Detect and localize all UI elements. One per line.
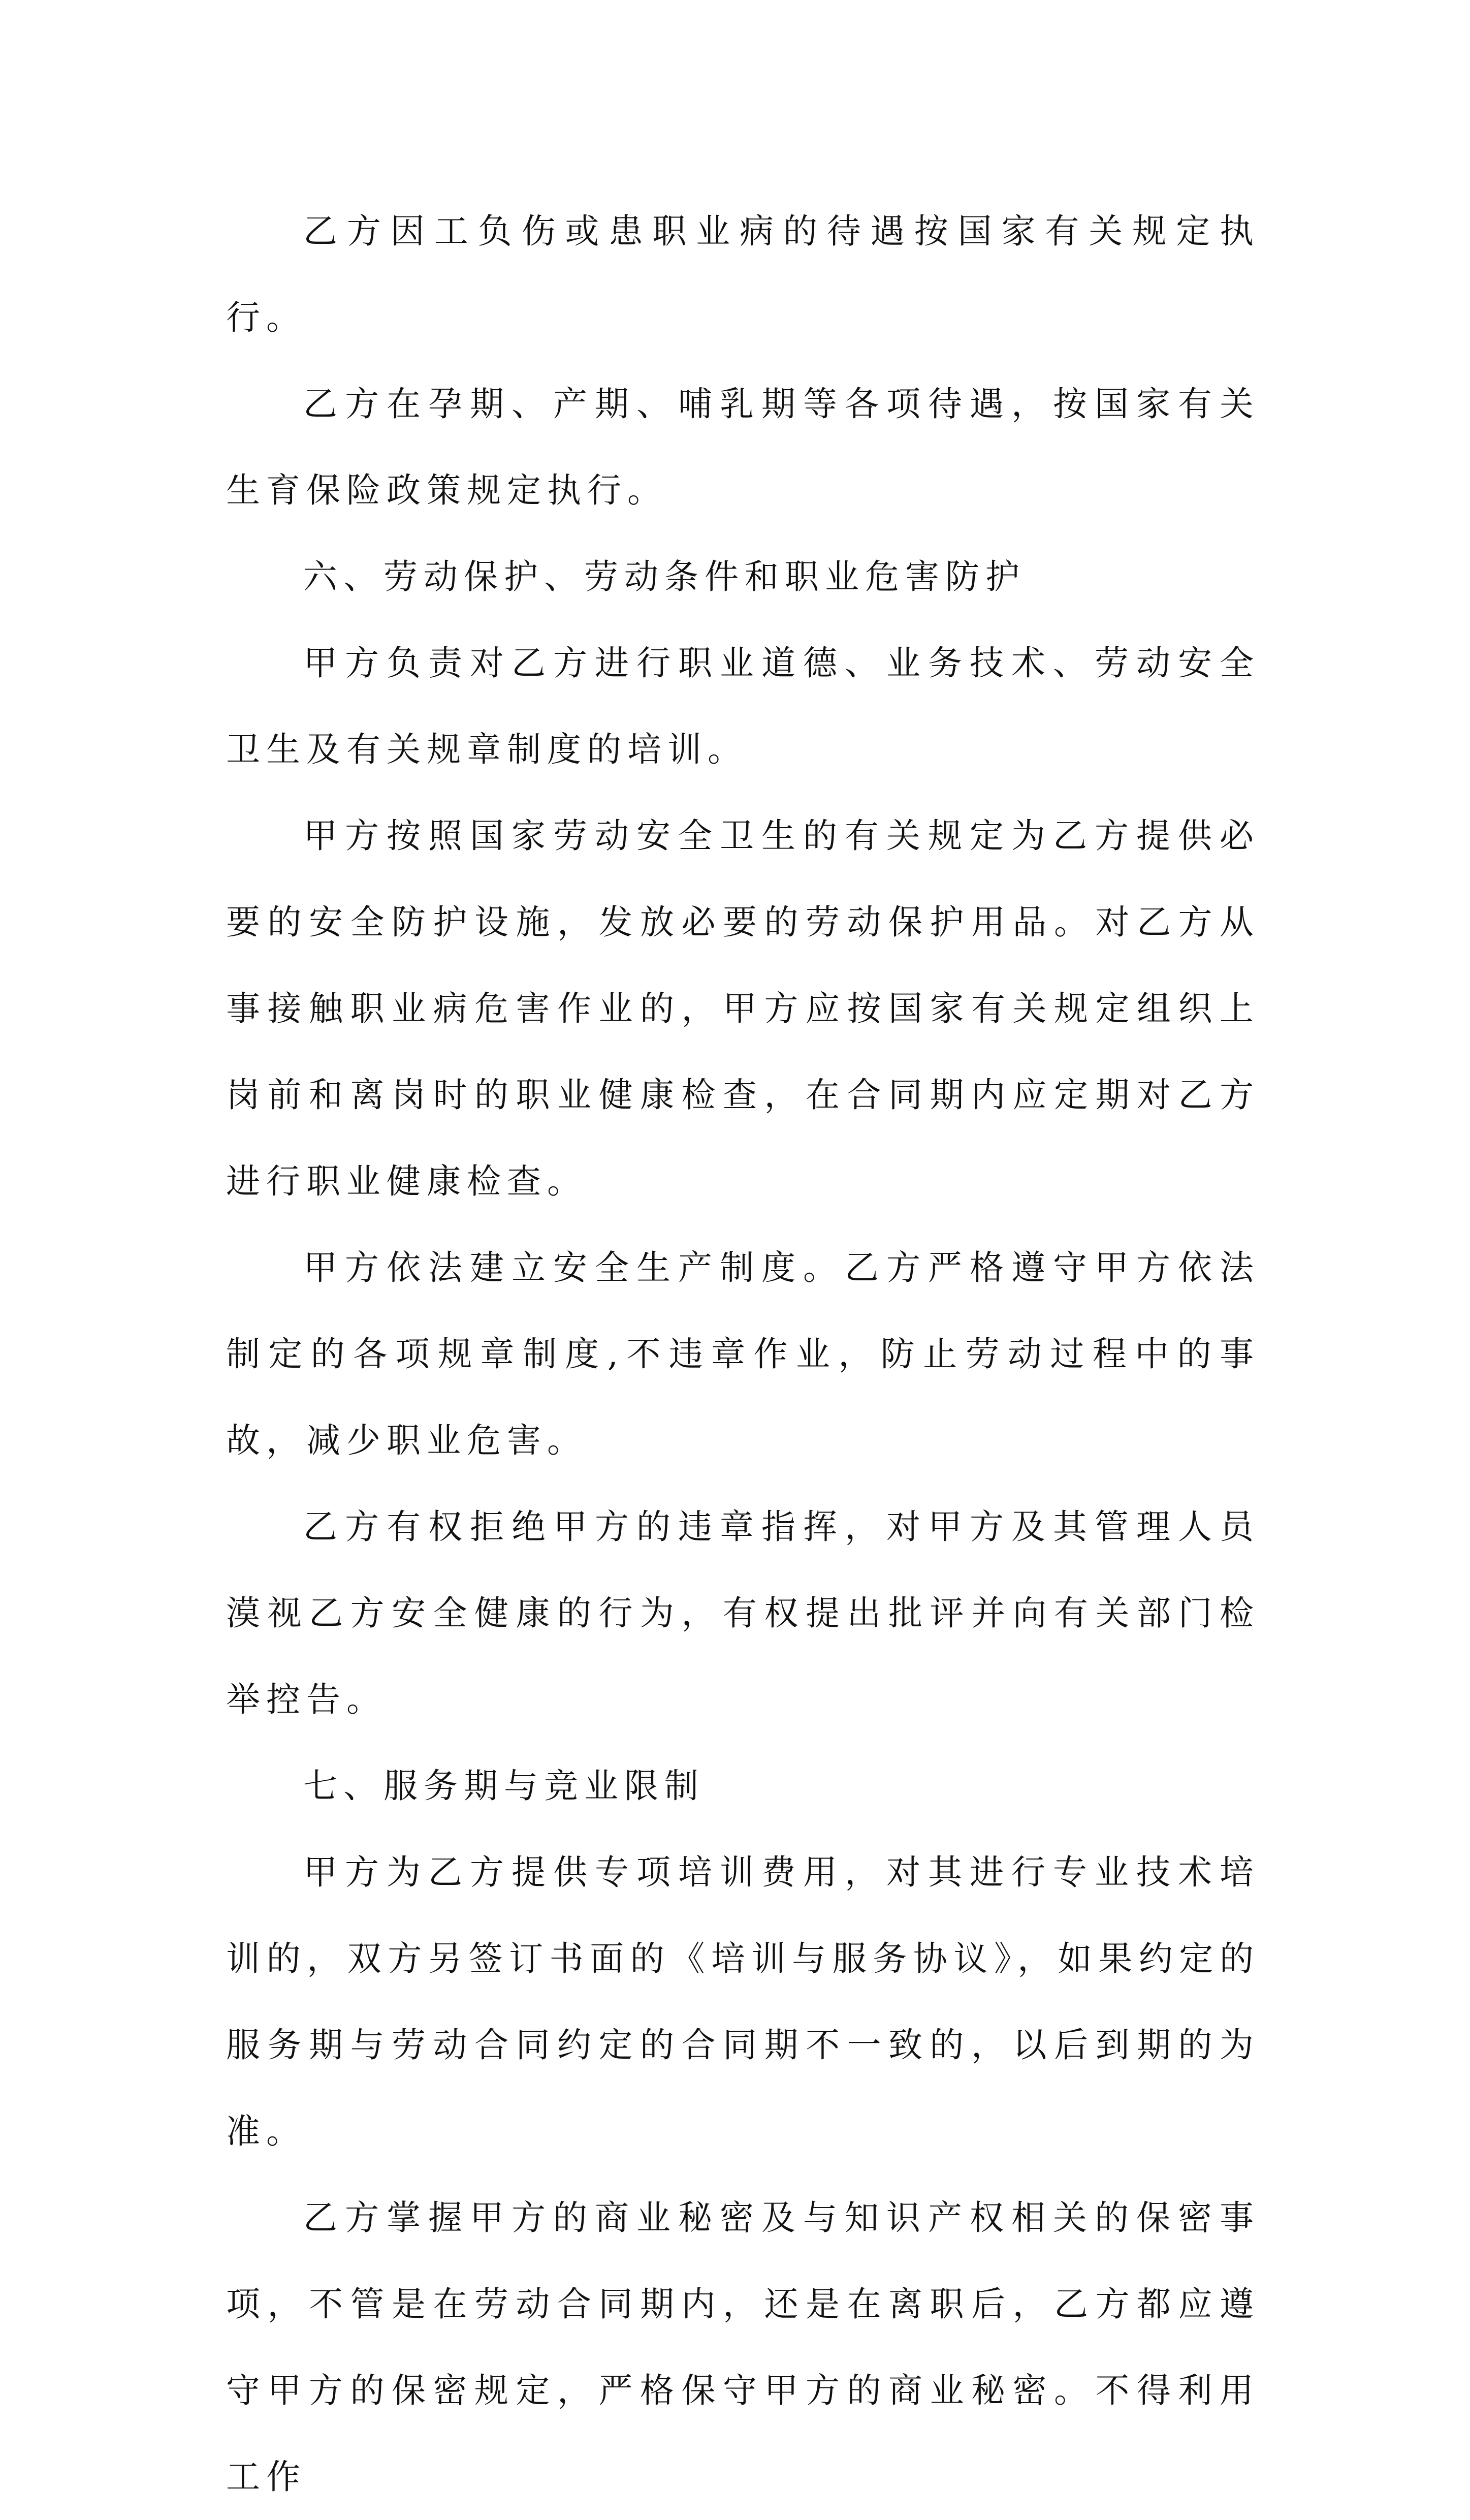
paragraph-confidentiality: 乙方掌握甲方的商业秘密及与知识产权相关的保密事项，不管是在劳动合同期内，还是在离职后，乙方都应遵守甲方的保密规定，严格保守甲方的商业秘密。不得利用工作 <box>226 2198 1260 2497</box>
paragraph-safety-production: 甲方依法建立安全生产制度。乙方严格遵守甲方依法制定的各项规章制度,不违章作业，防止劳动过程中的事故，减少职业危害。 <box>226 1248 1260 1460</box>
paragraph-right-to-refuse: 乙方有权拒绝甲方的违章指挥，对甲方及其管理人员漠视乙方安全健康的行为，有权提出批评并向有关部门检举控告。 <box>226 1507 1260 1719</box>
paragraph-safety-equipment: 甲方按照国家劳动安全卫生的有关规定为乙方提供必要的安全防护设施，发放必要的劳动保护用品。对乙方从事接触职业病危害作业的，甲方应按国家有关规定组织上岗前和离岗时的职业健康检查，在合同期内应定期对乙方进行职业健康检查。 <box>226 816 1260 1201</box>
paragraph-training-agreement: 甲方为乙方提供专项培训费用，对其进行专业技术培训的，双方另签订书面的《培训与服务协议》，如果约定的服务期与劳动合同约定的合同期不一致的，以后到期的为准。 <box>226 1852 1260 2151</box>
document-body <box>226 188 1260 2520</box>
section-heading-service-period: 七、服务期与竞业限制 <box>303 1766 705 1806</box>
paragraph-training-responsibility: 甲方负责对乙方进行职业道德、业务技术、劳动安全卫生及有关规章制度的培训。 <box>226 643 1260 769</box>
paragraph-maternity-treatment: 乙方在孕期、产期、哺乳期等各项待遇，按国家有关生育保险政策规定执行。 <box>226 384 1260 510</box>
section-heading-labor-protection: 六、劳动保护、劳动条件和职业危害防护 <box>303 557 1026 596</box>
paragraph-injury-treatment: 乙方因工负伤或患职业病的待遇按国家有关规定执行。 <box>226 211 1260 337</box>
